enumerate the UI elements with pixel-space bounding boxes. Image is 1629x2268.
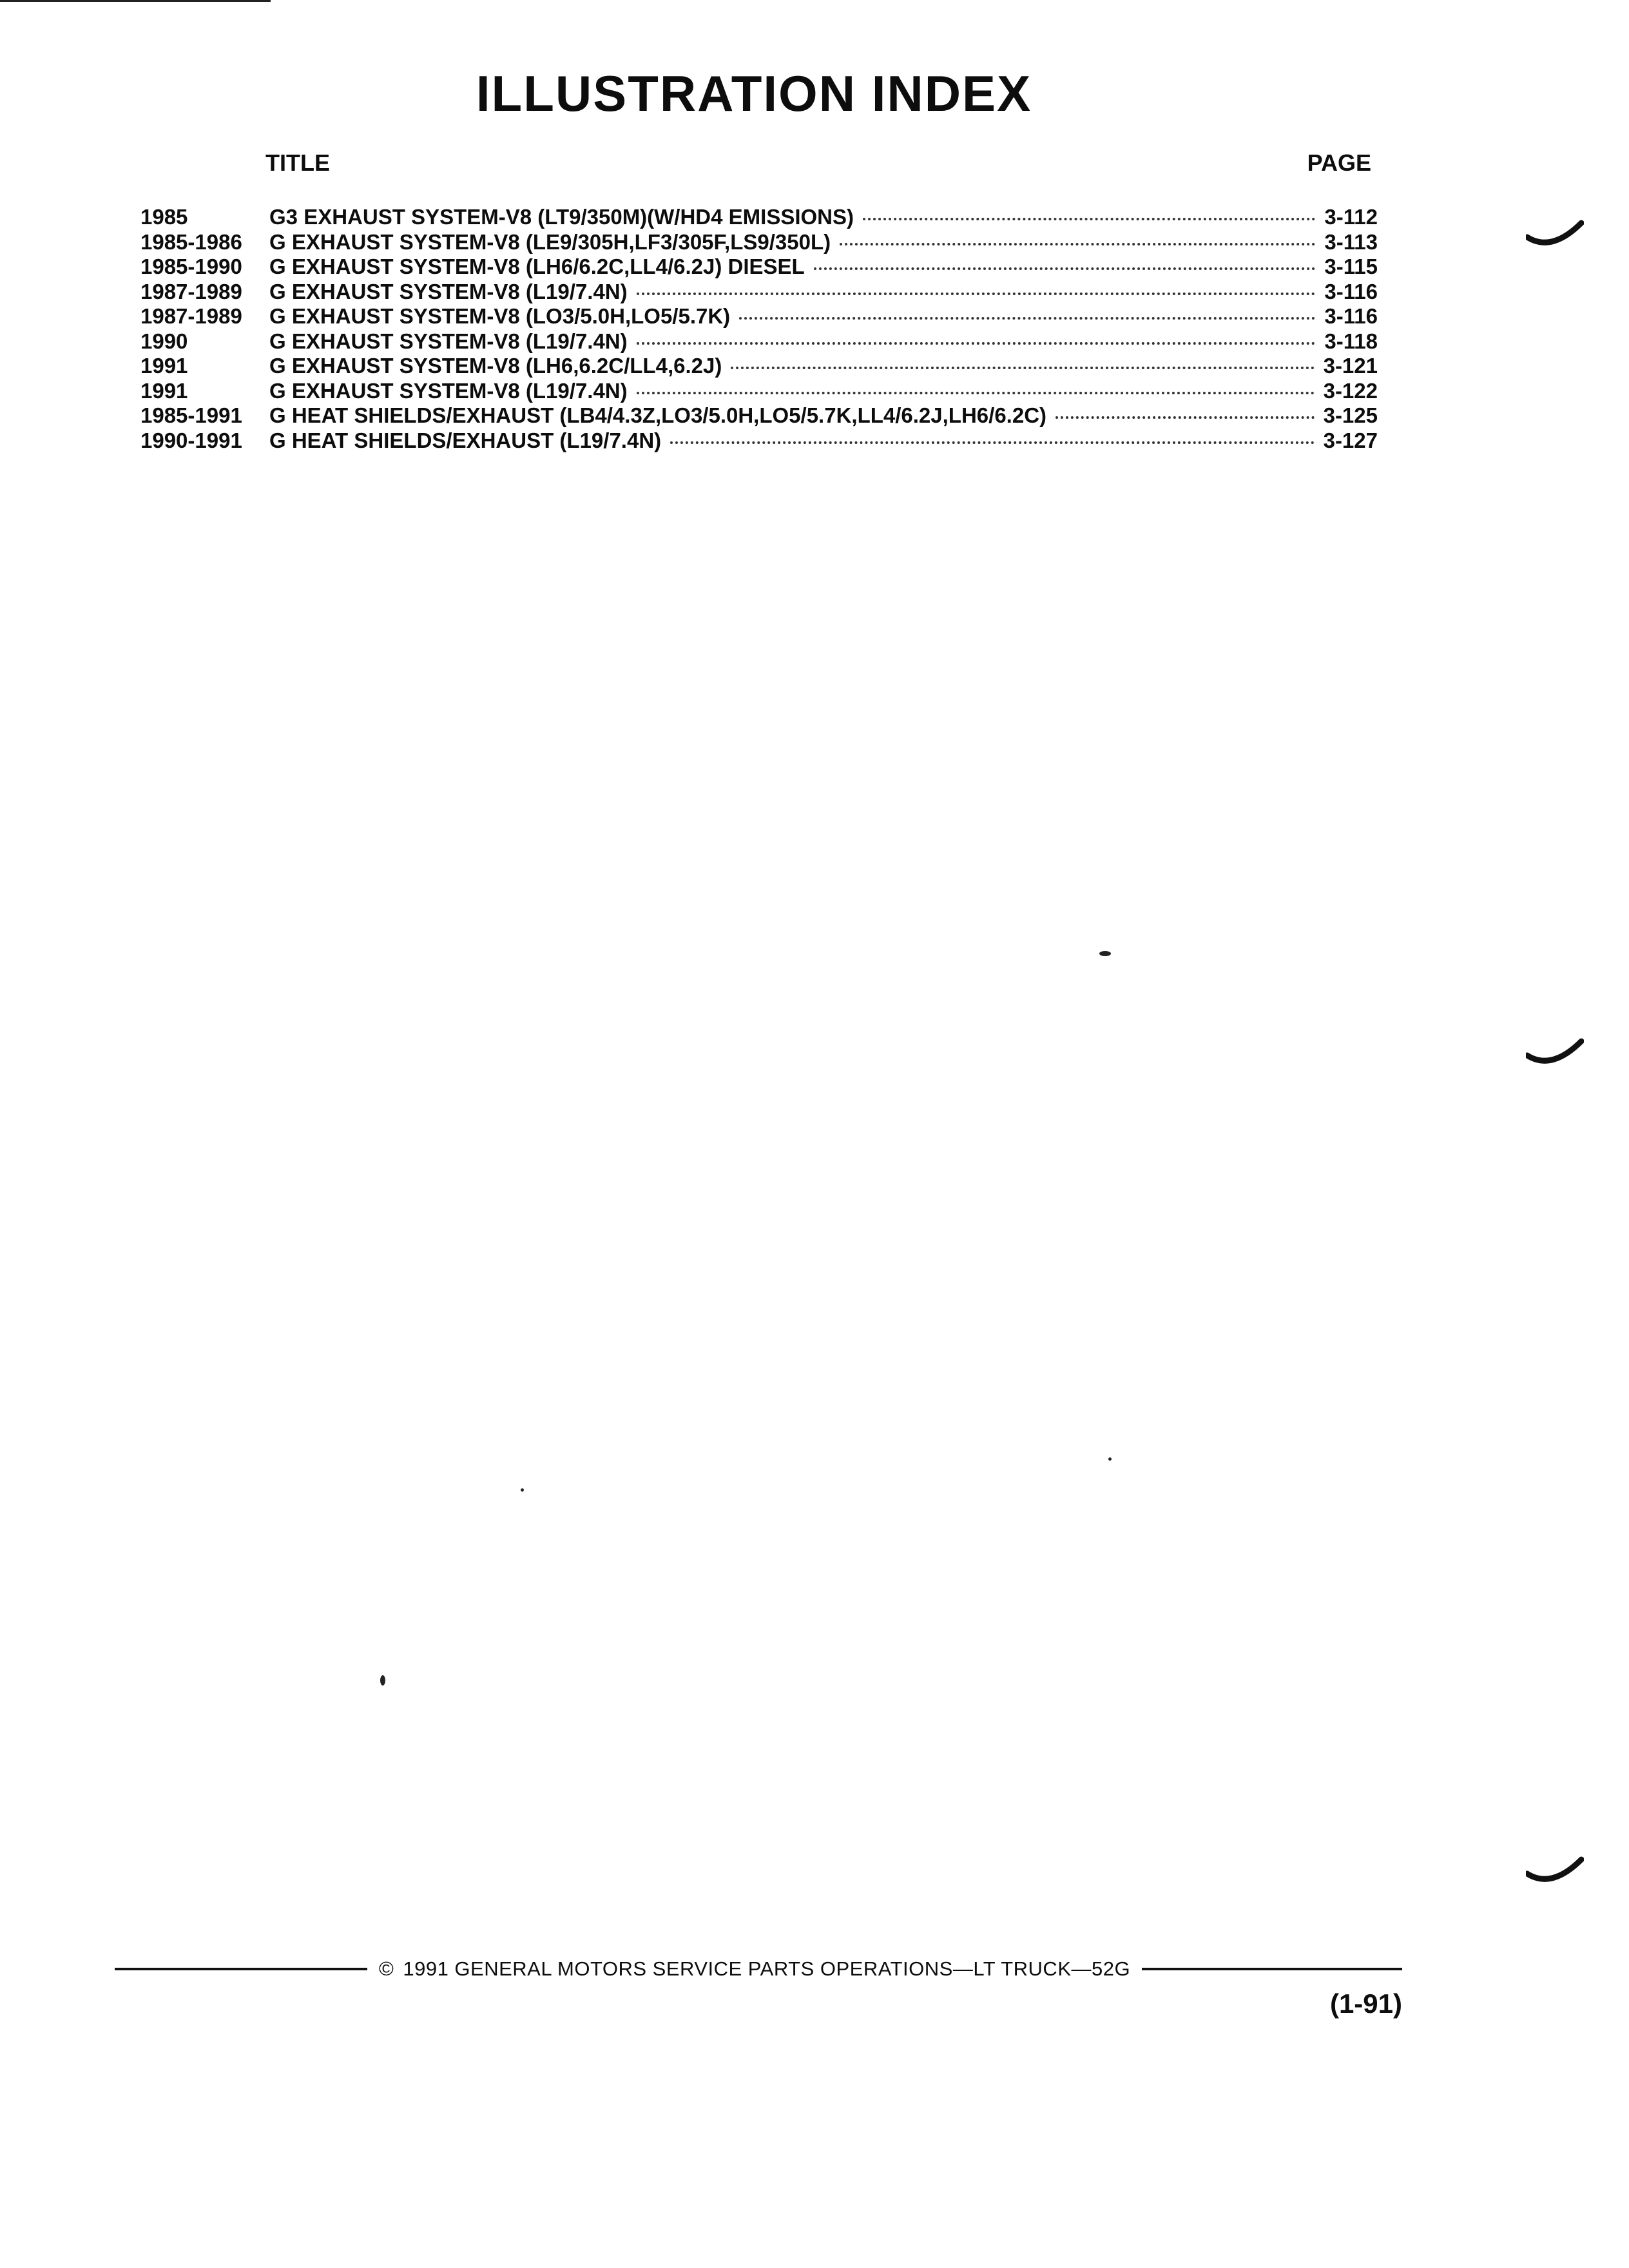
scan-speck [1099, 951, 1111, 956]
entry-title: G EXHAUST SYSTEM-V8 (L19/7.4N) [269, 378, 628, 403]
entry-title: G EXHAUST SYSTEM-V8 (L19/7.4N) [269, 279, 628, 303]
page-code: (1-91) [1329, 1988, 1402, 2019]
entry-page: 3-116 [1324, 304, 1378, 328]
dot-leader [637, 293, 1316, 295]
index-entry [140, 354, 1378, 379]
entry-title: G EXHAUST SYSTEM-V8 (LH6,6.2C/LL4,6.2J) [269, 354, 722, 378]
scan-speck [521, 1488, 524, 1492]
illustration-index-list [140, 205, 1378, 453]
column-header-title: TITLE [265, 149, 330, 176]
entry-page: 3-118 [1324, 329, 1378, 353]
dot-leader [1055, 416, 1315, 419]
entry-page: 3-115 [1324, 255, 1378, 278]
entry-year: 1991 [140, 354, 188, 378]
index-entry [140, 403, 1378, 428]
entry-page: 3-116 [1324, 279, 1378, 303]
index-entry [140, 329, 1378, 354]
index-entry [140, 230, 1378, 255]
index-entry [140, 280, 1378, 305]
entry-year: 1985-1986 [140, 229, 242, 254]
page-title: ILLUSTRATION INDEX [476, 65, 1032, 122]
entry-title: G EXHAUST SYSTEM-V8 (LE9/305H,LF3/305F,LS9/350L) [269, 229, 831, 254]
entry-title: G EXHAUST SYSTEM-V8 (LO3/5.0H,LO5/5.7K) [269, 304, 731, 328]
binder-hole-mark-icon [1526, 219, 1584, 258]
entry-year: 1990 [140, 329, 188, 353]
binder-hole-mark-icon [1526, 1037, 1584, 1076]
dot-leader [637, 392, 1315, 394]
entry-year: 1987-1989 [140, 304, 242, 328]
dot-leader [814, 267, 1316, 270]
dot-leader [840, 243, 1315, 245]
entry-year: 1985-1990 [140, 255, 242, 278]
index-entry [140, 428, 1378, 454]
dot-leader [863, 218, 1315, 220]
entry-title: G3 EXHAUST SYSTEM-V8 (LT9/350M)(W/HD4 EMISSIONS) [269, 205, 854, 229]
binder-hole-mark-icon [1526, 1856, 1584, 1894]
entry-title: G HEAT SHIELDS/EXHAUST (L19/7.4N) [269, 428, 662, 452]
entry-title: G EXHAUST SYSTEM-V8 (LH6/6.2C,LL4/6.2J) DIESEL [269, 255, 805, 278]
index-entry [140, 379, 1378, 404]
column-header-page: PAGE [1307, 149, 1371, 176]
entry-year: 1990-1991 [140, 428, 242, 452]
entry-page: 3-112 [1324, 205, 1378, 229]
entry-year: 1985-1991 [140, 403, 242, 427]
index-entry [140, 304, 1378, 329]
footer-copyright [367, 1957, 1142, 1981]
footer-rule-left [115, 1968, 367, 1970]
dot-leader [637, 342, 1316, 345]
entry-page: 3-113 [1324, 229, 1378, 254]
entry-title: G EXHAUST SYSTEM-V8 (L19/7.4N) [269, 329, 628, 353]
dot-leader [731, 367, 1314, 369]
index-entry [140, 255, 1378, 280]
entry-title: G HEAT SHIELDS/EXHAUST (LB4/4.3Z,LO3/5.0H,LO5/5.7K,LL4/6.2J,LH6/6.2C) [269, 403, 1047, 427]
dot-leader [739, 317, 1315, 320]
top-edge-rule [0, 0, 271, 2]
entry-page: 3-127 [1323, 428, 1378, 452]
entry-year: 1991 [140, 378, 188, 403]
footer-copyright-text: 1991 GENERAL MOTORS SERVICE PARTS OPERATIONS—LT TRUCK—52G [403, 1957, 1131, 1980]
scan-speck [380, 1675, 385, 1686]
page-footer [115, 1957, 1402, 1981]
entry-page: 3-122 [1323, 378, 1378, 403]
footer-rule-right [1142, 1968, 1402, 1970]
scan-speck [1108, 1457, 1112, 1461]
entry-page: 3-121 [1323, 354, 1378, 378]
copyright-symbol: © [379, 1957, 394, 1980]
index-entry [140, 205, 1378, 230]
entry-year: 1987-1989 [140, 279, 242, 303]
dot-leader [670, 441, 1314, 444]
entry-year: 1985 [140, 205, 188, 229]
entry-page: 3-125 [1323, 403, 1378, 427]
